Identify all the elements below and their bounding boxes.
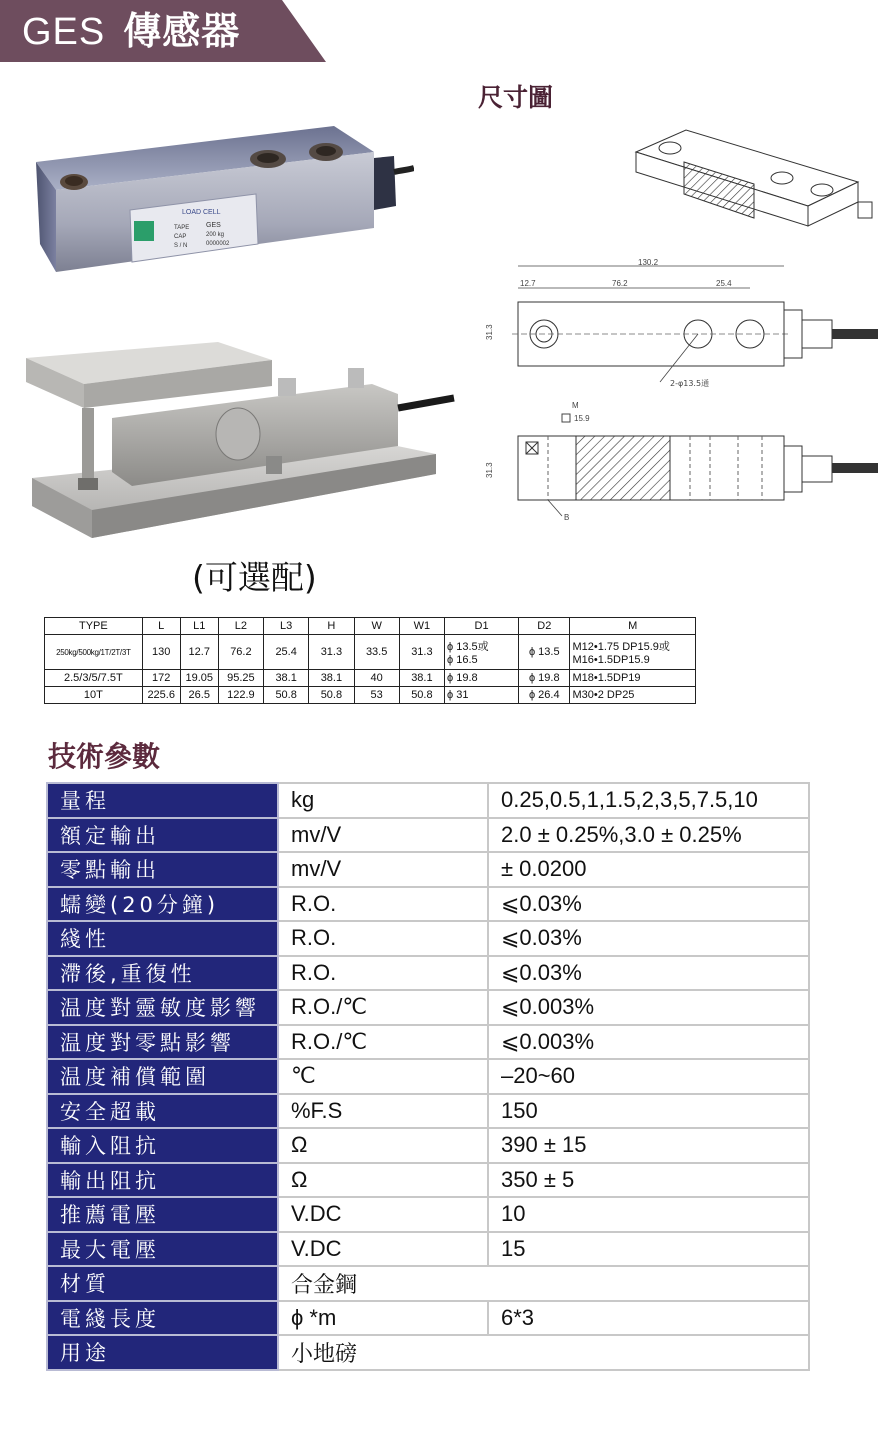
label-sn-val: 0000002 [206,241,230,247]
dim-height-1: 31.3 [485,324,494,340]
cell: 50.8 [264,687,309,704]
cell-m-line1: M12•1.75 DP15.9或 [572,641,670,653]
dimension-header-row [45,618,696,635]
dimension-drawing-title: 尺寸圖 [478,83,554,112]
cell-m: M30•2 DP25 [570,687,696,704]
spec-name: 輸入阻抗 [47,1128,278,1163]
spec-row [47,921,809,956]
cell: 40 [354,670,399,687]
col-header: M [570,618,696,635]
spec-value: 2.0 ± 0.25%,3.0 ± 0.25% [488,818,809,853]
spec-value: 0.25,0.5,1,1.5,2,3,5,7.5,10 [488,783,809,818]
cell: ϕ 13.5 [519,635,570,670]
spec-value: 350 ± 5 [488,1163,809,1198]
spec-value: ⩽0.03% [488,956,809,991]
col-header: W1 [399,618,444,635]
spec-name: 最大電壓 [47,1232,278,1267]
spec-name: 温度對零點影響 [47,1025,278,1060]
spec-unit: V.DC [278,1197,488,1232]
spec-table [46,782,810,1371]
brand-name: GES [22,11,106,53]
spec-row [47,1266,809,1301]
spec-row [47,1197,809,1232]
cell: 76.2 [218,635,263,670]
mounting-kit-photo [22,338,462,544]
cell: 122.9 [218,687,263,704]
cell: 50.8 [399,687,444,704]
spec-name: 材質 [47,1266,278,1301]
spec-name: 安全超載 [47,1094,278,1129]
spec-value: ⩽0.03% [488,887,809,922]
spec-value: 10 [488,1197,809,1232]
spec-section-title: 技術參數 [48,740,161,773]
cell: 225.6 [142,687,180,704]
col-header: L [142,618,180,635]
spec-unit: %F.S [278,1094,488,1129]
dim-thread-depth: 15.9 [574,414,590,423]
spec-unit: R.O. [278,887,488,922]
spec-name: 零點輸出 [47,852,278,887]
cell: 31.3 [309,635,354,670]
spec-unit: mv/V [278,818,488,853]
spec-name: 額定輸出 [47,818,278,853]
spec-value: 6*3 [488,1301,809,1336]
dim-b-mark: B [564,513,570,522]
cell: 19.05 [180,670,218,687]
cell: ϕ 26.4 [519,687,570,704]
spec-row [47,1025,809,1060]
col-header: TYPE [45,618,143,635]
cell: 26.5 [180,687,218,704]
side-view-drawing [482,258,882,398]
spec-row [47,1128,809,1163]
spec-unit: 小地磅 [278,1335,809,1370]
cell-d1-line2: ϕ 16.5 [447,654,478,666]
col-header: D1 [445,618,519,635]
label-load-cell: LOAD CELL [182,209,221,216]
optional-label: (可選配) [192,558,317,597]
dim-b: 76.2 [612,279,628,288]
spec-name: 温度對靈敏度影響 [47,990,278,1025]
spec-row [47,1094,809,1129]
spec-name: 用途 [47,1335,278,1370]
spec-row [47,1163,809,1198]
top-view-drawing [482,400,882,528]
header-banner [0,0,326,62]
cell-type: 2.5/3/5/7.5T [45,670,143,687]
spec-row [47,1301,809,1336]
cell-type: 250kg/500kg/1T/2T/3T [45,635,143,670]
spec-name: 綫性 [47,921,278,956]
spec-unit: Ω [278,1128,488,1163]
cell-m-line2: M16•1.5DP15.9 [572,654,650,666]
label-type-key: TAPE [174,225,190,231]
cell-type: 10T [45,687,143,704]
cell: 33.5 [354,635,399,670]
cell-d1: ϕ 31 [445,687,519,704]
spec-name: 電綫長度 [47,1301,278,1336]
cell: 53 [354,687,399,704]
spec-unit: 合金鋼 [278,1266,809,1301]
cell-m: M18•1.5DP19 [570,670,696,687]
spec-unit: R.O./℃ [278,990,488,1025]
spec-name: 輸出阻抗 [47,1163,278,1198]
cell: 50.8 [309,687,354,704]
spec-row [47,818,809,853]
spec-row [47,783,809,818]
dim-a: 12.7 [520,279,536,288]
spec-value: ⩽0.003% [488,1025,809,1060]
table-row [45,635,696,670]
cell: 12.7 [180,635,218,670]
spec-row [47,1059,809,1094]
product-title: 傳感器 [123,9,241,53]
spec-unit: Ω [278,1163,488,1198]
label-sn-key: S / N [174,243,188,249]
cell: ϕ 19.8 [519,670,570,687]
cell-m [570,635,696,670]
isometric-drawing [632,128,882,228]
spec-unit: ℃ [278,1059,488,1094]
spec-row [47,956,809,991]
spec-value: ⩽0.03% [488,921,809,956]
dim-thread-m: M [572,401,579,410]
cell: 38.1 [264,670,309,687]
spec-value: 390 ± 15 [488,1128,809,1163]
spec-value: 150 [488,1094,809,1129]
col-header: W [354,618,399,635]
spec-name: 温度補償範圍 [47,1059,278,1094]
spec-value: –20~60 [488,1059,809,1094]
col-header: L2 [218,618,263,635]
load-cell-photo [34,126,414,276]
page-title [22,6,240,56]
cell: 25.4 [264,635,309,670]
spec-name: 蠕變(20分鐘) [47,887,278,922]
spec-row [47,887,809,922]
spec-unit: R.O. [278,956,488,991]
spec-row [47,1232,809,1267]
label-cap-key: CAP [174,234,187,240]
spec-name: 量程 [47,783,278,818]
cell: 95.25 [218,670,263,687]
cell: 130 [142,635,180,670]
cell-d1: ϕ 19.8 [445,670,519,687]
cell: 172 [142,670,180,687]
col-header: L3 [264,618,309,635]
spec-row [47,990,809,1025]
cell-d1 [445,635,519,670]
dim-holes: 2-φ13.5通 [670,379,710,388]
cell: 31.3 [399,635,444,670]
spec-unit: R.O. [278,921,488,956]
table-row [45,687,696,704]
label-cap-val: 200 kg [206,232,225,238]
spec-value: ± 0.0200 [488,852,809,887]
spec-unit: ϕ *m [278,1301,488,1336]
spec-unit: kg [278,783,488,818]
cell: 38.1 [399,670,444,687]
dim-total: 130.2 [638,258,659,267]
label-type-val: GES [206,222,221,229]
spec-name: 推薦電壓 [47,1197,278,1232]
spec-row [47,852,809,887]
col-header: H [309,618,354,635]
dim-height-2: 31.3 [485,462,494,478]
spec-unit: V.DC [278,1232,488,1267]
spec-value: 15 [488,1232,809,1267]
col-header: L1 [180,618,218,635]
col-header: D2 [519,618,570,635]
spec-unit: mv/V [278,852,488,887]
spec-unit: R.O./℃ [278,1025,488,1060]
cell-d1-line1: ϕ 13.5或 [447,641,489,653]
spec-name: 滯後,重復性 [47,956,278,991]
spec-value: ⩽0.003% [488,990,809,1025]
dim-c: 25.4 [716,279,732,288]
cell: 38.1 [309,670,354,687]
spec-row [47,1335,809,1370]
table-row [45,670,696,687]
dimension-table [44,617,696,704]
